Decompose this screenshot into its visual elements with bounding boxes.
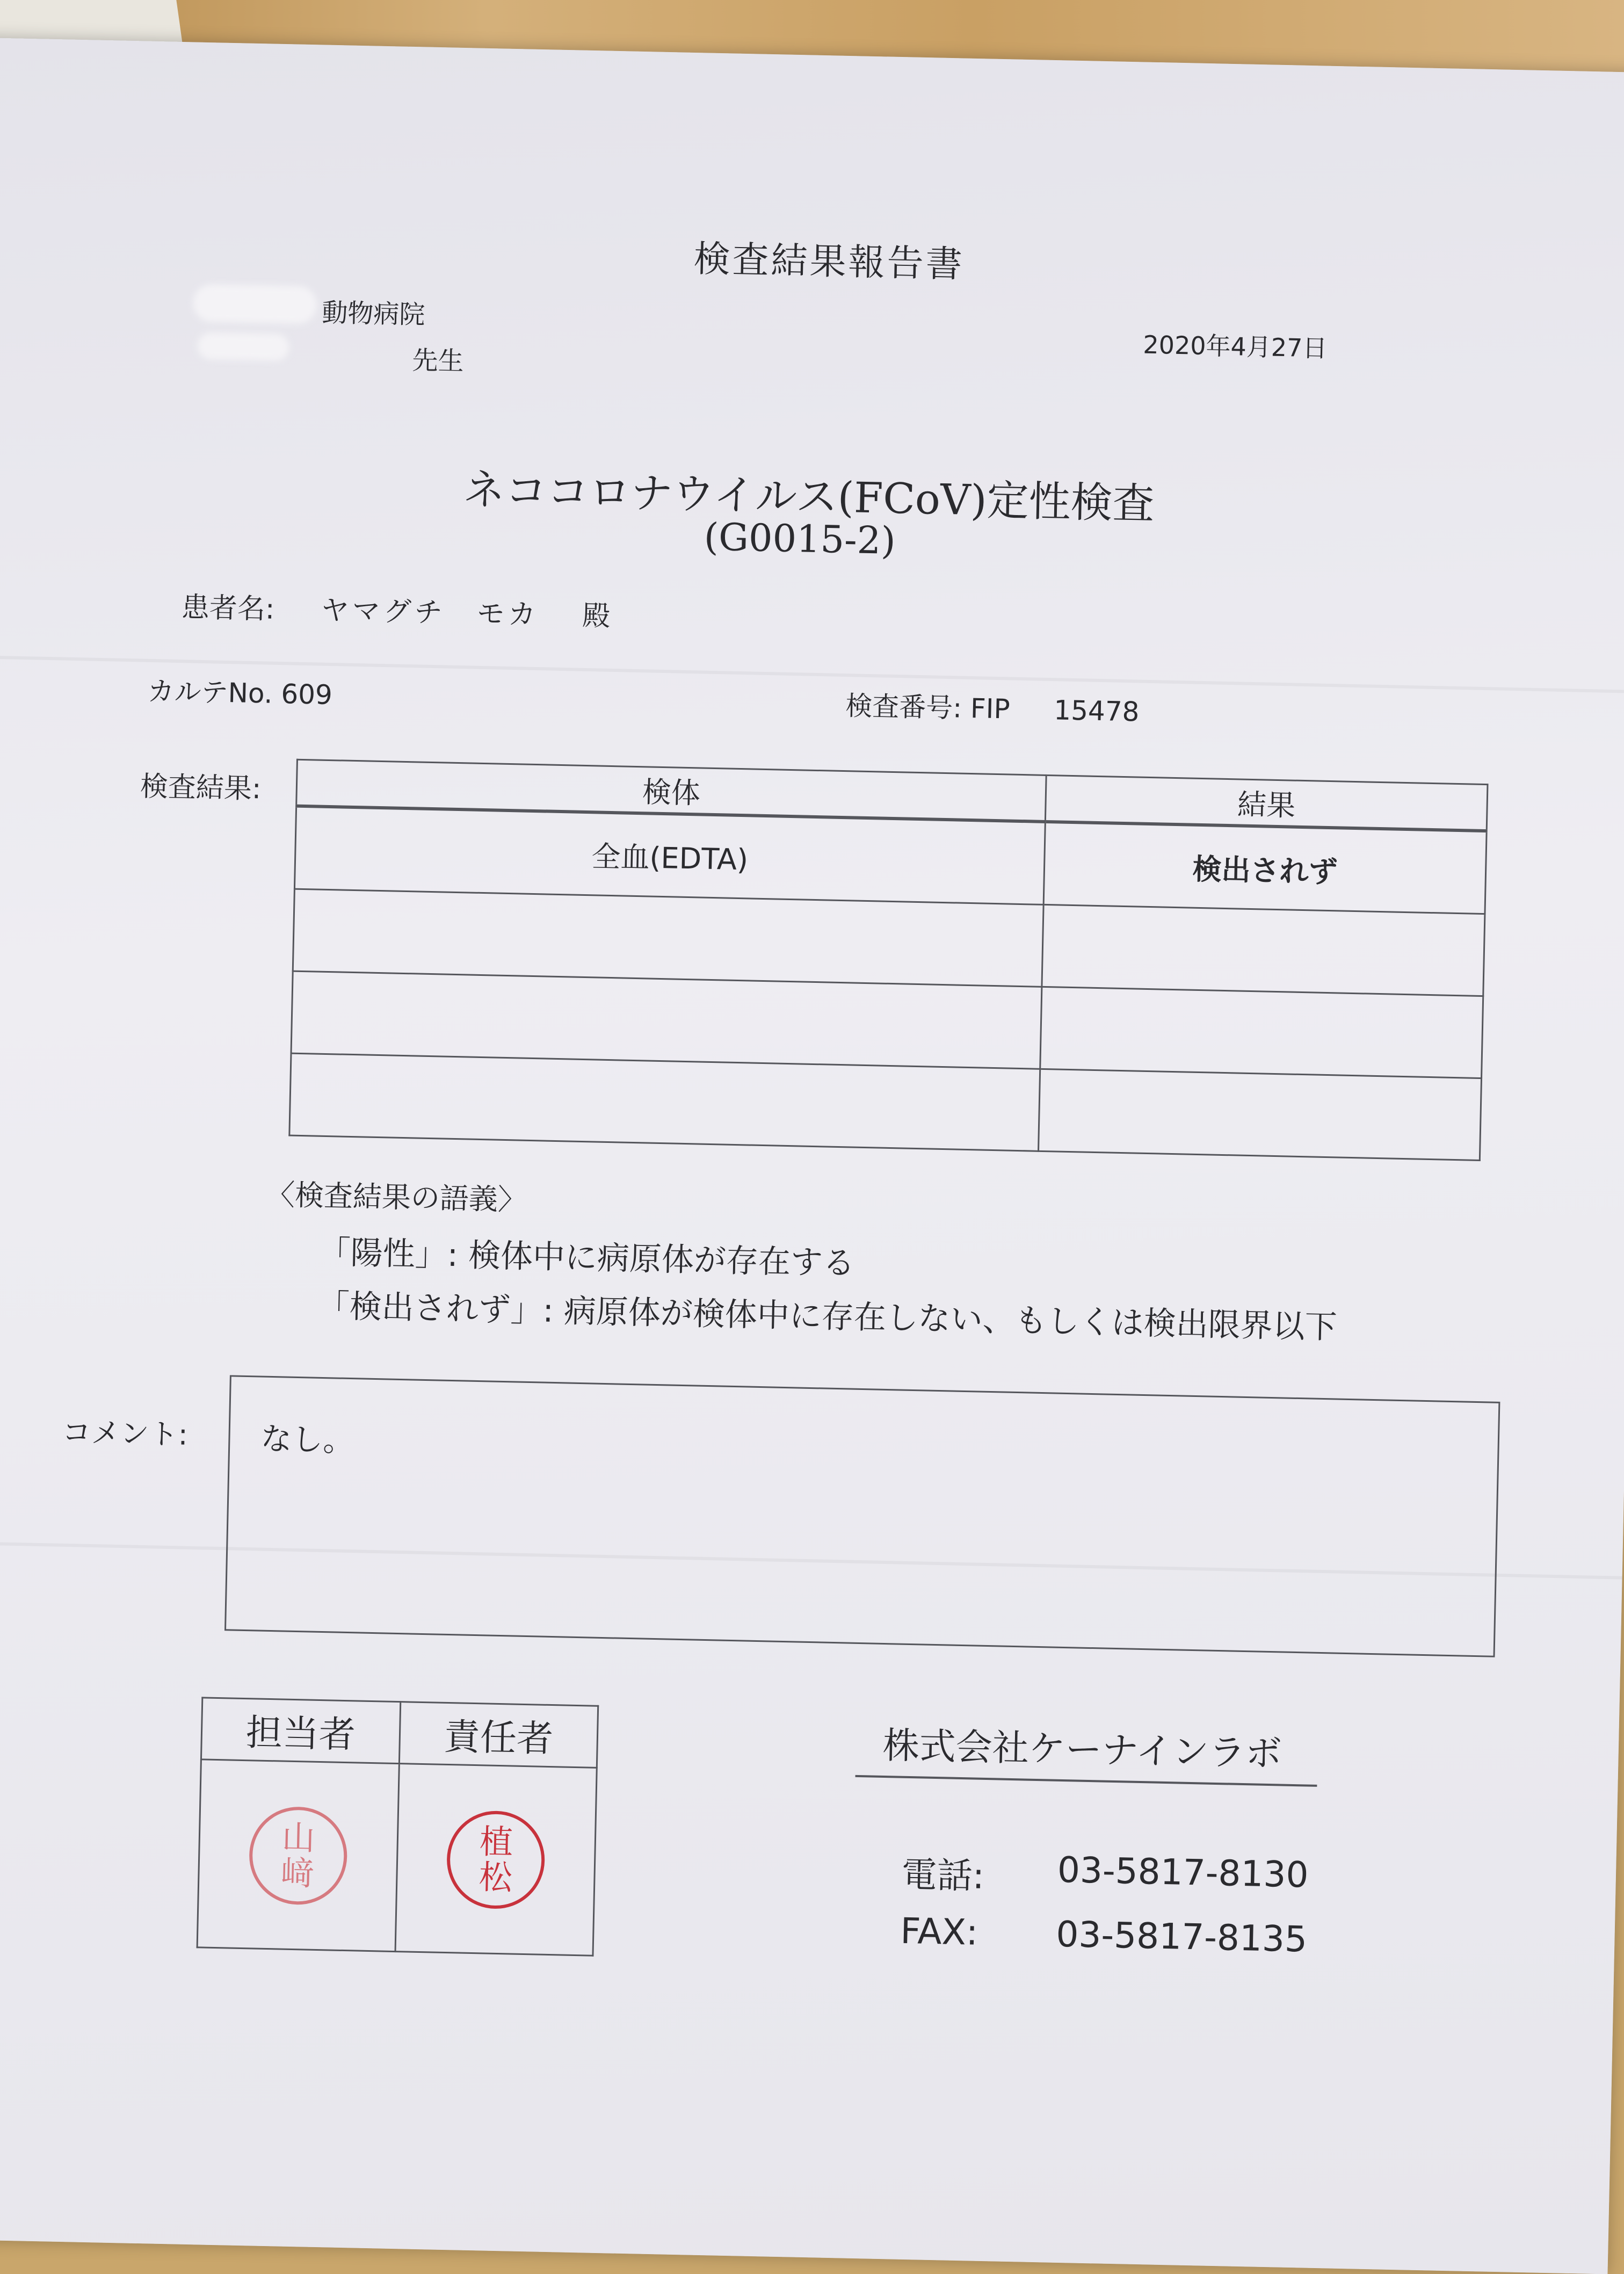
patient-name: ヤマグチ モカ 殿 bbox=[321, 594, 614, 633]
report-title: 検査結果報告書 bbox=[693, 237, 965, 286]
approval-stamp-table bbox=[197, 1697, 599, 1956]
seal-char: 﨑 bbox=[280, 1853, 315, 1893]
glossary-item-positive: 「陽性」: 検体中に病原体が存在する bbox=[318, 1233, 856, 1283]
result-label: 検査結果: bbox=[140, 770, 262, 806]
person-in-charge-header: 担当者 bbox=[201, 1698, 400, 1764]
result-cell bbox=[1040, 987, 1483, 1078]
test-name: ネココロナウイルス(FCoV)定性検査 bbox=[462, 466, 1155, 529]
comment-label: コメント: bbox=[62, 1415, 189, 1452]
redacted-doctor-name bbox=[198, 332, 289, 361]
seal-char: 山 bbox=[281, 1817, 316, 1858]
redacted-hospital-name bbox=[193, 284, 317, 324]
responsible-person-header: 責任者 bbox=[399, 1702, 598, 1768]
patient-label: 患者名: bbox=[181, 591, 275, 626]
specimen-cell bbox=[289, 1053, 1040, 1151]
comment-text: なし。 bbox=[260, 1420, 355, 1459]
phone-label: 電話: bbox=[901, 1853, 985, 1897]
person-in-charge-cell bbox=[197, 1759, 399, 1952]
specimen-cell bbox=[291, 971, 1042, 1069]
result-cell bbox=[1042, 904, 1485, 996]
report-date: 2020年4月27日 bbox=[1142, 330, 1328, 363]
stamp-header-row bbox=[201, 1698, 598, 1768]
glossary-title: 〈検査結果の語義〉 bbox=[265, 1177, 527, 1217]
fax-number: 03-5817-8135 bbox=[1055, 1913, 1308, 1960]
fax-label: FAX: bbox=[900, 1910, 978, 1953]
seal-stamp-icon bbox=[248, 1806, 348, 1906]
glossary-item-not-detected: 「検出されず」: 病原体が検体中に存在しない、もしくは検出限界以下 bbox=[316, 1287, 1338, 1346]
company-name: 株式会社ケーナインラボ bbox=[882, 1724, 1282, 1776]
seal-char: 松 bbox=[478, 1857, 513, 1898]
chart-number: カルテNo. 609 bbox=[147, 675, 333, 711]
exam-number: 検査番号: FIP 15478 bbox=[845, 690, 1140, 728]
specimen-cell: 全血(EDTA) bbox=[294, 806, 1045, 905]
comment-box bbox=[224, 1375, 1500, 1657]
specimen-header: 検体 bbox=[296, 759, 1047, 822]
result-header: 結果 bbox=[1045, 775, 1488, 831]
test-code: (G0015-2) bbox=[703, 515, 896, 563]
hospital-suffix: 動物病院 bbox=[321, 298, 425, 330]
specimen-cell bbox=[293, 889, 1043, 987]
phone-number: 03-5817-8130 bbox=[1057, 1849, 1309, 1896]
result-cell: 検出されず bbox=[1043, 822, 1487, 914]
company-underline bbox=[856, 1775, 1317, 1787]
results-table bbox=[288, 759, 1488, 1161]
doctor-suffix: 先生 bbox=[412, 345, 465, 377]
seal-stamp-icon bbox=[446, 1810, 546, 1910]
responsible-person-cell bbox=[395, 1764, 597, 1956]
stamp-row bbox=[197, 1759, 597, 1956]
seal-char: 植 bbox=[479, 1821, 513, 1862]
report-sheet bbox=[0, 38, 1624, 2274]
result-cell bbox=[1039, 1069, 1482, 1160]
